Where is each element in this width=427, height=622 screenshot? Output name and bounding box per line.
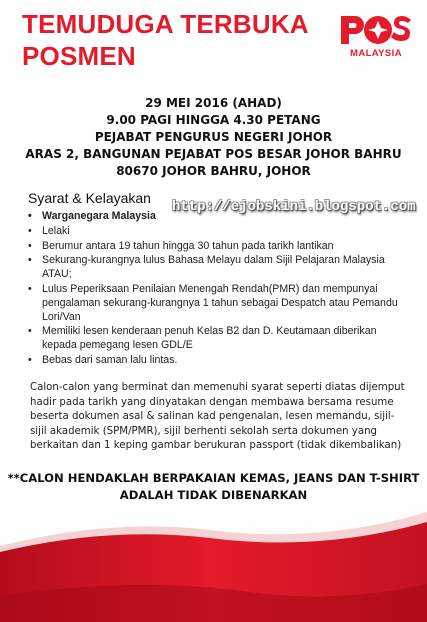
watermark-url: http://ejobskini.blogspot.com	[172, 199, 416, 215]
instructions-line: sijil akademik (SPM/PMR), sijil berhenti sekolah serta dokumen yang	[30, 425, 378, 437]
footer-wave-decoration	[0, 500, 427, 622]
instructions-paragraph	[30, 381, 405, 454]
instructions-line: hadir pada tarikh yang dinyatakan dengan membawa bersama resume	[30, 396, 394, 408]
title-line-2: POSMEN	[22, 41, 136, 71]
list-item: • Bebas dari saman lalu lintas.	[28, 354, 408, 368]
list-item: • Lulus Peperiksaan Penilaian Menengah Rendah(PMR) dan mempunyai pengalaman sekurang-kurangnya 1 tahun sebagai Despatch atau Pemandu Lori/Van	[28, 283, 408, 324]
logo-subtext: MALAYSIA	[350, 48, 402, 59]
list-item: • Sekurang-kurangnya lulus Bahasa Melayu dalam Sijil Pelajaran Malaysia ATAU;	[28, 254, 408, 282]
dress-code-notice	[0, 470, 427, 504]
event-venue-line-2: ARAS 2, BANGUNAN PEJABAT POS BESAR JOHOR BAHRU	[25, 147, 402, 161]
list-item: • Berumur antara 19 tahun hingga 30 tahun pada tarikh lantikan	[28, 240, 408, 254]
header	[0, 0, 427, 88]
event-date: 29 MEI 2016 (AHAD)	[145, 96, 282, 110]
notice-line-1: **CALON HENDAKLAH BERPAKAIAN KEMAS, JEANS DAN T-SHIRT	[7, 471, 420, 485]
requirements-list	[28, 210, 408, 368]
instructions-line: beserta dokumen asal & salinan kad pengenalan, lesen memandu, sijil-	[30, 411, 395, 423]
requirements-heading: Syarat & Kelayakan	[28, 190, 151, 206]
notice-line-2: ADALAH TIDAK DIBENARKAN	[119, 488, 308, 502]
list-item: • Lelaki	[28, 225, 408, 239]
pos-malaysia-logo	[335, 12, 415, 62]
list-item: • Warganegara Malaysia	[28, 210, 408, 224]
event-details	[0, 95, 427, 180]
event-venue-line-1: PEJABAT PENGURUS NEGERI JOHOR	[94, 130, 333, 144]
instructions-line: Calon-calon yang berminat dan memenuhi syarat seperti diatas dijemput	[30, 382, 405, 393]
page-title	[22, 8, 309, 72]
title-line-1: TEMUDUGA TERBUKA	[22, 9, 309, 39]
pos-logo-mark	[335, 12, 415, 48]
instructions-line: berkaitan dan 1 keping gambar berukuran passport (tidak dikembalikan)	[30, 440, 402, 452]
event-time: 9.00 PAGI HINGGA 4.30 PETANG	[106, 113, 321, 127]
event-venue-line-3: 80670 JOHOR BAHRU, JOHOR	[116, 164, 311, 178]
requirements-section	[28, 190, 408, 369]
logo-text: POS	[335, 12, 338, 13]
list-item: • Memiliki lesen kenderaan penuh Kelas B2 dan D. Keutamaan diberikan kepada pemegang lesen GDL/E	[28, 325, 408, 353]
